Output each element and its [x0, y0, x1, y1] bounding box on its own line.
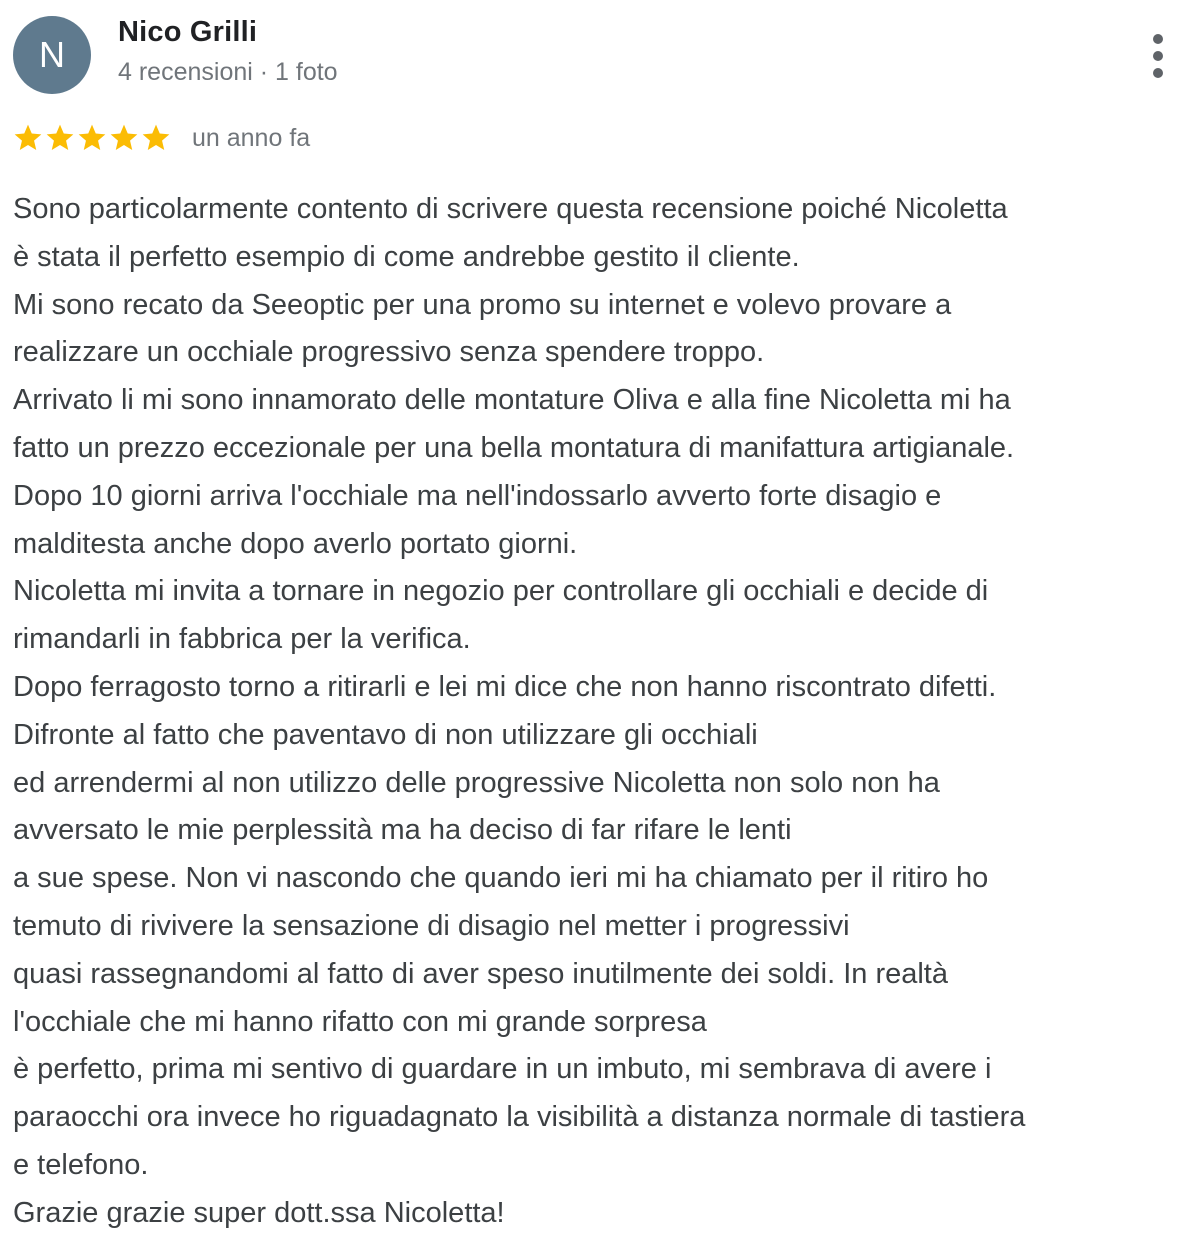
star-icon: [44, 122, 76, 154]
review-text-line: a sue spese. Non vi nascondo che quando ieri mi ha chiamato per il ritiro ho: [13, 862, 989, 895]
review-date: un anno fa: [192, 123, 311, 152]
review-text-line: temuto di rivivere la sensazione di disagio nel metter i progressivi: [13, 909, 850, 942]
star-icon: [108, 122, 140, 154]
author-meta: 4 recensioni · 1 foto: [118, 58, 338, 86]
review-text-line: fatto un prezzo eccezionale per una bella montatura di manifattura artigianale.: [13, 431, 1015, 464]
more-options-button[interactable]: [1138, 30, 1178, 82]
review-text-line: paraocchi ora invece ho riguadagnato la visibilità a distanza normale di tastiera: [13, 1101, 1026, 1134]
review-text: [13, 186, 1193, 1238]
review-text-line: rimandarli in fabbrica per la verifica.: [13, 623, 471, 656]
avatar[interactable]: [13, 16, 91, 94]
star-rating: [12, 122, 172, 154]
review-text-line: è perfetto, prima mi sentivo di guardare in un imbuto, mi sembrava di avere i: [13, 1053, 992, 1086]
review-text-line: è stata il perfetto esempio di come andrebbe gestito il cliente.: [13, 240, 800, 273]
star-icon: [12, 122, 44, 154]
review-text-line: Difronte al fatto che paventavo di non utilizzare gli occhiali: [13, 718, 758, 751]
review-text-line: Arrivato li mi sono innamorato delle montature Oliva e alla fine Nicoletta mi ha: [13, 384, 1011, 417]
review-text-line: realizzare un occhiale progressivo senza spendere troppo.: [13, 336, 765, 369]
review-text-line: Sono particolarmente contento di scrivere questa recensione poiché Nicoletta: [13, 193, 1008, 225]
review-text-line: Dopo 10 giorni arriva l'occhiale ma nell'indossarlo avverto forte disagio e: [13, 479, 942, 512]
review-text-line: Mi sono recato da Seeoptic per una promo su internet e volevo provare a: [13, 288, 952, 321]
star-icon: [76, 122, 108, 154]
review-text-line: Dopo ferragosto torno a ritirarli e lei mi dice che non hanno riscontrato difetti.: [13, 670, 997, 703]
review-text-line: l'occhiale che mi hanno rifatto con mi grande sorpresa: [13, 1005, 707, 1038]
review-text-line: ed arrendermi al non utilizzo delle progressive Nicoletta non solo non ha: [13, 766, 940, 799]
review-text-line: malditesta anche dopo averlo portato giorni.: [13, 527, 578, 560]
review-text-line: quasi rassegnandomi al fatto di aver speso inutilmente dei soldi. In realtà: [13, 957, 948, 990]
star-icon: [140, 122, 172, 154]
review-text-line: Nicoletta mi invita a tornare in negozio per controllare gli occhiali e decide di: [13, 575, 989, 608]
avatar-initial: N: [39, 34, 65, 75]
review-text-line: Grazie grazie super dott.ssa Nicoletta!: [13, 1196, 505, 1229]
review-text-line: e telefono.: [13, 1148, 149, 1181]
review-text-line: avversato le mie perplessità ma ha deciso di far rifare le lenti: [13, 814, 792, 847]
author-name[interactable]: Nico Grilli: [118, 16, 258, 48]
more-vert-icon: [1153, 34, 1163, 78]
rating-row: [12, 118, 310, 158]
